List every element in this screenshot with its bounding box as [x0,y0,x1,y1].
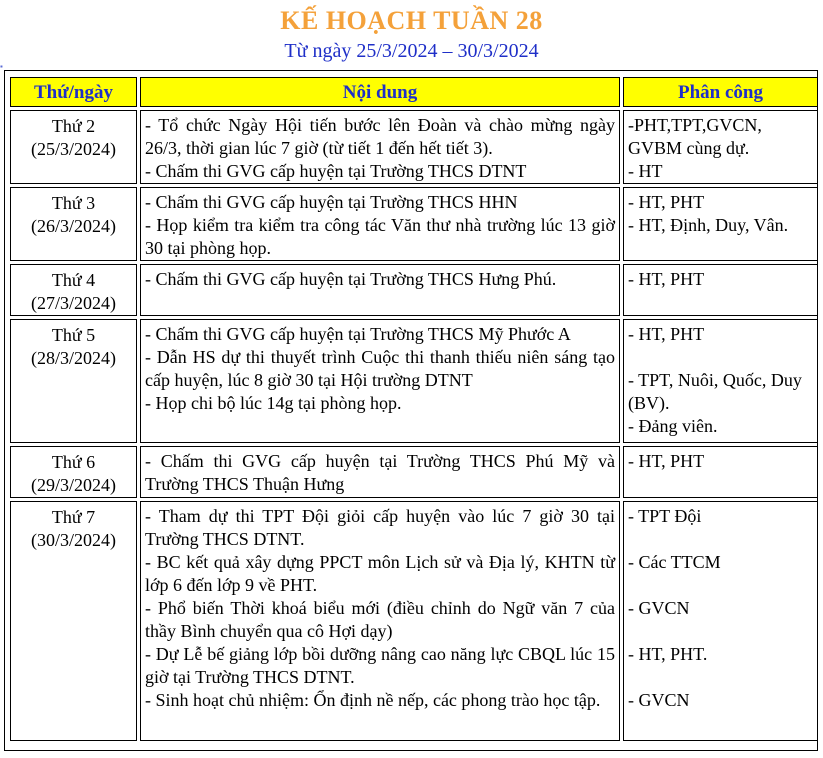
assignment-item: - TPT, Nuôi, Quốc, Duy (BV). [628,370,802,413]
day-date: (27/3/2024) [31,293,116,313]
table-row [10,187,818,261]
assignment-item: - Các TTCM [628,552,721,572]
content-item: - Chấm thi GVG cấp huyện tại Trường THCS Phú Mỹ và Trường THCS Thuận Hưng [145,451,615,494]
day-date: (28/3/2024) [31,348,116,368]
content-item: - Tổ chức Ngày Hội tiến bước lên Đoàn và chào mừng ngày 26/3, thời gian lúc 7 giờ (từ tiết 1 đến hết tiết 3). [145,115,615,158]
content-cell [140,187,620,261]
day-date: (29/3/2024) [31,475,116,495]
table-header-row [10,77,818,107]
content-item: - Họp chi bộ lúc 14g tại phòng họp. [145,393,402,413]
content-item: - Tham dự thi TPT Đội giỏi cấp huyện vào lúc 7 giờ 30 tại Trường THCS DTNT. [145,506,615,549]
table-row [10,264,818,316]
content-item: - Chấm thi GVG cấp huyện tại Trường THCS Hưng Phú. [145,269,557,289]
assignment-item: - HT, PHT [628,451,705,471]
assignment-cell [623,446,818,498]
content-cell [140,264,620,316]
content-item: - Chấm thi GVG cấp huyện tại Trường THCS Mỹ Phước A [145,324,571,344]
content-item: - BC kết quả xây dựng PPCT môn Lịch sử và Địa lý, KHTN từ lớp 6 đến lớp 9 về PHT. [145,552,615,595]
assignment-cell [623,264,818,316]
day-name: Thứ 2 [51,116,96,136]
assignment-item: -PHT,TPT,GVCN, GVBM cùng dự. [628,115,762,158]
day-name: Thứ 5 [51,325,96,345]
day-name: Thứ 6 [51,452,96,472]
table-row [10,319,818,443]
date-range-subtitle: Từ ngày 25/3/2024 – 30/3/2024 [284,40,539,62]
content-cell [140,110,620,184]
assignment-item: - HT, PHT [628,192,705,212]
table-row [10,110,818,184]
assignment-item: - GVCN [628,598,690,618]
day-cell [10,264,137,316]
anchor-marker-icon: ▪ [0,62,3,71]
content-item: - Phổ biến Thời khoá biểu mới (điều chỉnh do Ngữ văn 7 của thầy Bình chuyển qua cô Hợi dạy) [145,598,615,641]
assignment-item: - TPT Đội [628,506,702,526]
content-item: - Chấm thi GVG cấp huyện tại Trường THCS DTNT [145,161,527,181]
assignment-cell [623,501,818,741]
content-item: - Chấm thi GVG cấp huyện tại Trường THCS HHN [145,192,518,212]
assignment-spacer [628,528,813,551]
day-cell [10,110,137,184]
assignment-spacer [628,666,813,689]
table-row [10,501,818,741]
content-cell [140,319,620,443]
day-name: Thứ 4 [51,270,96,290]
assignment-cell [623,110,818,184]
day-date: (30/3/2024) [31,530,116,550]
weekly-plan-table [7,74,821,744]
column-header-assignment: Phân công [623,77,818,107]
assignment-item: - HT, PHT [628,324,705,344]
assignment-cell [623,187,818,261]
assignment-spacer [628,620,813,643]
day-date: (25/3/2024) [31,139,116,159]
content-item: - Họp kiểm tra kiểm tra công tác Văn thư nhà trường lúc 13 giờ 30 tại phòng họp. [145,215,615,258]
day-name: Thứ 3 [51,193,96,213]
assignment-item: - HT, Định, Duy, Vân. [628,215,789,235]
day-name: Thứ 7 [51,507,96,527]
content-item: - Dự Lễ bế giảng lớp bồi dưỡng nâng cao năng lực CBQL lúc 15 giờ tại Trường THCS DTNT. [145,644,615,687]
day-cell [10,187,137,261]
assignment-spacer [628,574,813,597]
table-row [10,446,818,498]
day-cell [10,319,137,443]
plan-title: KẾ HOẠCH TUẦN 28 [280,6,543,35]
column-header-day: Thứ/ngày [10,77,137,107]
assignment-spacer [628,346,813,369]
content-cell [140,501,620,741]
content-cell [140,446,620,498]
assignment-item: - Đảng viên. [628,416,718,436]
assignment-cell [623,319,818,443]
assignment-item: - HT, PHT [628,269,705,289]
content-item: - Dẫn HS dự thi thuyết trình Cuộc thi thanh thiếu niên sáng tạo cấp huyện, lúc 8 giờ 30 tại Hội trường DTNT [145,347,615,390]
day-date: (26/3/2024) [31,216,116,236]
content-item: - Sinh hoạt chủ nhiệm: Ổn định nề nếp, các phong trào học tập. [145,690,601,710]
assignment-item: - HT [628,161,663,181]
day-cell [10,501,137,741]
column-header-content: Nội dung [140,77,620,107]
assignment-item: - GVCN [628,690,690,710]
day-cell [10,446,137,498]
assignment-item: - HT, PHT. [628,644,708,664]
